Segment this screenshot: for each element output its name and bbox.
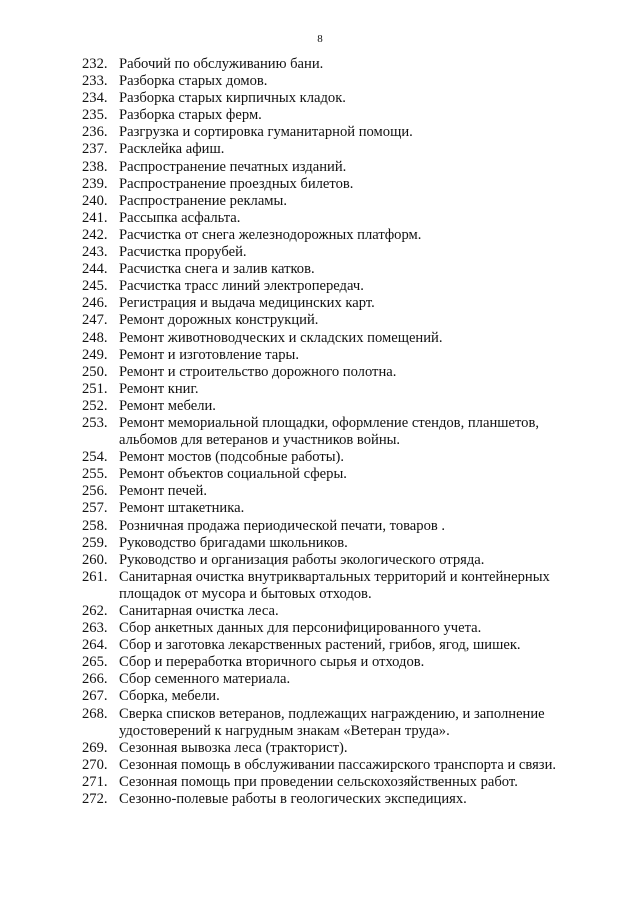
item-text-line: Ремонт мемориальной площадки, оформление стендов, планшетов,: [119, 414, 539, 431]
list-item: [82, 603, 602, 620]
item-number: 260.: [82, 551, 108, 568]
item-text: [119, 347, 602, 364]
list-item: [82, 688, 602, 705]
item-number: 247.: [82, 312, 108, 329]
item-number: 248.: [82, 329, 108, 346]
list-item: [82, 415, 602, 449]
list-item: [82, 176, 602, 193]
item-number: 255.: [82, 466, 108, 483]
list-item: [82, 141, 602, 158]
item-text-line: Ремонт мостов (подсобные работы).: [119, 449, 345, 466]
item-text: [119, 141, 602, 158]
list-item: [82, 569, 602, 603]
item-text-line: Ремонт мебели.: [119, 397, 216, 414]
item-text-line: Разгрузка и сортировка гуманитарной помощи.: [119, 124, 413, 141]
item-text: [119, 415, 602, 449]
item-number: 266.: [82, 671, 108, 688]
item-text-line: Расклейка афиш.: [119, 141, 225, 158]
numbered-list: [82, 56, 602, 808]
item-text: [119, 261, 602, 278]
list-item: [82, 483, 602, 500]
list-item: [82, 90, 602, 107]
list-item: [82, 193, 602, 210]
item-text-line: Распространение рекламы.: [119, 192, 287, 209]
item-number: 234.: [82, 90, 108, 107]
list-item: [82, 227, 602, 244]
item-text-line: Розничная продажа периодической печати, товаров .: [119, 517, 446, 534]
item-number: 249.: [82, 346, 108, 363]
list-item: [82, 330, 602, 347]
item-text-line: Расчистка прорубей.: [119, 244, 247, 261]
item-text: [119, 312, 602, 329]
item-text: [119, 90, 602, 107]
list-item: [82, 347, 602, 364]
list-item: [82, 774, 602, 791]
list-item: [82, 381, 602, 398]
list-item: [82, 278, 602, 295]
item-number: 271.: [82, 773, 108, 790]
list-item: [82, 398, 602, 415]
item-number: 242.: [82, 226, 108, 243]
item-text: [119, 364, 602, 381]
item-text-line: Руководство бригадами школьников.: [119, 534, 348, 551]
list-item: [82, 518, 602, 535]
item-text-line: Сбор и переработка вторичного сырья и отходов.: [119, 654, 425, 671]
item-text-line: Ремонт и изготовление тары.: [119, 346, 299, 363]
page-number: 8: [317, 33, 323, 45]
item-text-line: Ремонт печей.: [119, 483, 207, 500]
item-text-line: Сбор и заготовка лекарственных растений, грибов, ягод, шишек.: [119, 637, 521, 654]
list-item: [82, 261, 602, 278]
list-item: [82, 56, 602, 73]
item-number: 264.: [82, 637, 108, 654]
item-number: 240.: [82, 192, 108, 209]
item-text-line: Рассыпка асфальта.: [119, 209, 241, 226]
list-item: [82, 107, 602, 124]
item-text-line: Сезонная вывозка леса (тракторист).: [119, 739, 348, 756]
item-text: [119, 381, 602, 398]
list-item: [82, 466, 602, 483]
item-text: [119, 227, 602, 244]
item-text-line: Ремонт книг.: [119, 380, 199, 397]
item-number: 263.: [82, 620, 108, 637]
item-text-line: Сезонная помощь в обслуживании пассажирского транспорта и связи.: [119, 756, 557, 773]
item-text-line: Сезонная помощь при проведении сельскохозяйственных работ.: [119, 773, 518, 790]
item-text-line: Сезонно-полевые работы в геологических экспедициях.: [119, 791, 467, 808]
list-item: [82, 620, 602, 637]
item-text: [119, 552, 602, 569]
item-number: 241.: [82, 209, 108, 226]
list-item: [82, 791, 602, 808]
item-number: 270.: [82, 756, 108, 773]
item-number: 244.: [82, 261, 108, 278]
item-text: [119, 637, 602, 654]
item-text-line: удостоверений к нагрудным знакам «Ветеран труда».: [119, 722, 450, 739]
item-text-line: Разборка старых домов.: [119, 73, 268, 90]
item-number: 246.: [82, 295, 108, 312]
item-text-line: Расчистка трасс линий электропередач.: [119, 278, 364, 295]
item-number: 245.: [82, 278, 108, 295]
item-text: [119, 774, 602, 791]
item-text: [119, 569, 602, 603]
item-number: 272.: [82, 791, 108, 808]
item-number: 236.: [82, 124, 108, 141]
list-item: [82, 500, 602, 517]
item-text: [119, 500, 602, 517]
item-text-line: Сверка списков ветеранов, подлежащих награждению, и заполнение: [119, 705, 545, 722]
item-number: 238.: [82, 158, 108, 175]
item-text: [119, 620, 602, 637]
item-text: [119, 518, 602, 535]
list-item: [82, 364, 602, 381]
item-text-line: Расчистка снега и залив катков.: [119, 261, 315, 278]
item-text: [119, 654, 602, 671]
item-number: 261.: [82, 568, 108, 585]
item-text: [119, 244, 602, 261]
item-text: [119, 706, 602, 740]
item-text-line: Регистрация и выдача медицинских карт.: [119, 295, 375, 312]
list-item: [82, 159, 602, 176]
item-number: 250.: [82, 363, 108, 380]
item-text: [119, 56, 602, 73]
list-item: [82, 757, 602, 774]
item-text: [119, 73, 602, 90]
item-text-line: Руководство и организация работы экологического отряда.: [119, 551, 485, 568]
item-text: [119, 466, 602, 483]
item-number: 235.: [82, 107, 108, 124]
item-text-line: Ремонт дорожных конструкций.: [119, 312, 319, 329]
list-item: [82, 449, 602, 466]
item-text-line: Ремонт объектов социальной сферы.: [119, 466, 347, 483]
item-text-line: Санитарная очистка внутриквартальных территорий и контейнерных: [119, 568, 550, 585]
item-number: 254.: [82, 449, 108, 466]
item-text: [119, 483, 602, 500]
list-item: [82, 706, 602, 740]
item-text: [119, 449, 602, 466]
item-text-line: Рабочий по обслуживанию бани.: [119, 56, 324, 72]
item-number: 256.: [82, 483, 108, 500]
item-text: [119, 295, 602, 312]
item-text: [119, 107, 602, 124]
item-text: [119, 688, 602, 705]
item-text-line: Распространение проездных билетов.: [119, 175, 354, 192]
item-text: [119, 535, 602, 552]
item-text-line: Расчистка от снега железнодорожных платформ.: [119, 226, 422, 243]
item-number: 252.: [82, 397, 108, 414]
item-number: 233.: [82, 73, 108, 90]
item-number: 232.: [82, 56, 108, 72]
item-number: 269.: [82, 739, 108, 756]
list-item: [82, 312, 602, 329]
item-text-line: Ремонт и строительство дорожного полотна.: [119, 363, 397, 380]
item-text: [119, 159, 602, 176]
item-number: 267.: [82, 688, 108, 705]
item-text-line: Сбор анкетных данных для персонифицированного учета.: [119, 620, 482, 637]
list-item: [82, 671, 602, 688]
item-text: [119, 176, 602, 193]
item-text-line: альбомов для ветеранов и участников войны.: [119, 432, 401, 449]
item-text-line: Распространение печатных изданий.: [119, 158, 347, 175]
item-text-line: Ремонт животноводческих и складских помещений.: [119, 329, 443, 346]
item-number: 265.: [82, 654, 108, 671]
item-text: [119, 740, 602, 757]
item-text-line: Ремонт штакетника.: [119, 500, 245, 517]
item-number: 268.: [82, 705, 108, 722]
item-text-line: Сборка, мебели.: [119, 688, 220, 705]
list-item: [82, 552, 602, 569]
item-text: [119, 398, 602, 415]
item-text-line: Разборка старых кирпичных кладок.: [119, 90, 346, 107]
item-number: 259.: [82, 534, 108, 551]
item-number: 239.: [82, 175, 108, 192]
item-number: 243.: [82, 244, 108, 261]
item-text: [119, 124, 602, 141]
item-text: [119, 791, 602, 808]
item-text: [119, 210, 602, 227]
item-text: [119, 671, 602, 688]
item-text-line: Санитарная очистка леса.: [119, 603, 279, 619]
list-item: [82, 535, 602, 552]
item-text-line: площадок от мусора и бытовых отходов.: [119, 585, 372, 602]
item-text: [119, 757, 602, 774]
list-item: [82, 654, 602, 671]
item-text: [119, 603, 602, 620]
item-text-line: Сбор семенного материала.: [119, 671, 291, 688]
item-number: 237.: [82, 141, 108, 158]
list-item: [82, 124, 602, 141]
list-item: [82, 210, 602, 227]
list-item: [82, 740, 602, 757]
item-number: 253.: [82, 414, 108, 431]
item-text: [119, 193, 602, 210]
item-number: 262.: [82, 603, 108, 619]
item-number: 251.: [82, 380, 108, 397]
list-item: [82, 73, 602, 90]
item-text: [119, 278, 602, 295]
list-item: [82, 295, 602, 312]
list-item: [82, 244, 602, 261]
item-number: 257.: [82, 500, 108, 517]
item-text-line: Разборка старых ферм.: [119, 107, 262, 124]
item-text: [119, 330, 602, 347]
list-item: [82, 637, 602, 654]
item-number: 258.: [82, 517, 108, 534]
